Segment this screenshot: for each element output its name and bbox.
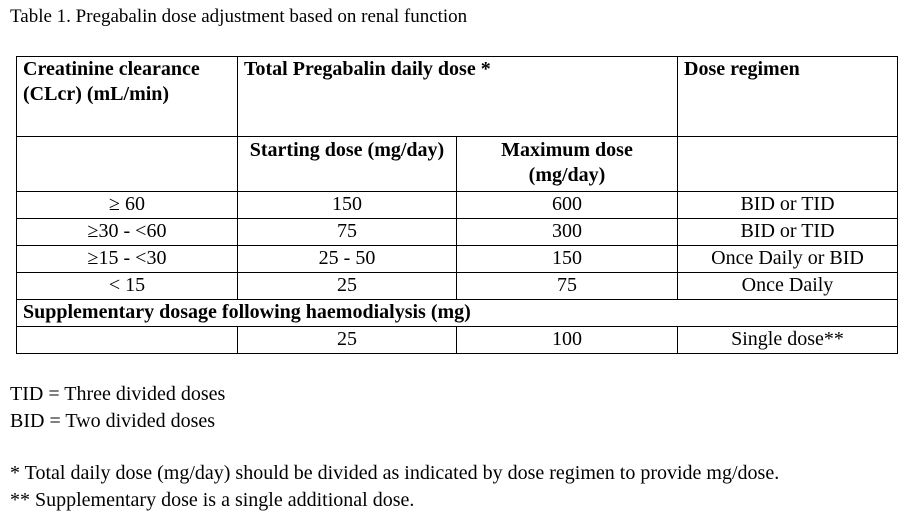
cell-regimen: BID or TID	[678, 219, 898, 246]
cell-regimen: BID or TID	[678, 192, 898, 219]
cell-maximum-dose: 600	[457, 192, 678, 219]
cell-regimen: Once Daily	[678, 273, 898, 300]
header-maximum-dose: Maximum dose (mg/day)	[457, 137, 678, 192]
table-row	[17, 219, 898, 246]
subheader-empty-cell	[17, 137, 238, 192]
header-clcr: Creatinine clearance (CLcr) (mL/min)	[17, 57, 238, 137]
cell-maximum-dose: 150	[457, 246, 678, 273]
table-caption: Table 1. Pregabalin dose adjustment based on renal function	[10, 6, 468, 27]
cell-clcr: ≥ 60	[17, 192, 238, 219]
footnotes	[10, 460, 779, 514]
table-row	[17, 327, 898, 354]
cell-starting-dose: 25	[238, 327, 457, 354]
table-row	[17, 273, 898, 300]
abbreviations-legend	[10, 381, 225, 435]
table-row	[17, 246, 898, 273]
cell-regimen: Single dose**	[678, 327, 898, 354]
cell-regimen: Once Daily or BID	[678, 246, 898, 273]
cell-clcr: ≥30 - <60	[17, 219, 238, 246]
cell-maximum-dose: 300	[457, 219, 678, 246]
cell-clcr	[17, 327, 238, 354]
cell-starting-dose: 25 - 50	[238, 246, 457, 273]
dose-adjustment-table	[16, 56, 898, 354]
abbreviation-tid: TID = Three divided doses	[10, 383, 226, 405]
header-dose-regimen: Dose regimen	[678, 57, 898, 137]
cell-clcr: < 15	[17, 273, 238, 300]
table-row	[17, 192, 898, 219]
footnote-total-daily-dose: * Total daily dose (mg/day) should be divided as indicated by dose regimen to provide mg/dose.	[10, 462, 780, 484]
supplementary-dosage-label: Supplementary dosage following haemodialysis (mg)	[17, 300, 898, 327]
footnote-supplementary-dose: ** Supplementary dose is a single additional dose.	[10, 489, 415, 511]
cell-maximum-dose: 75	[457, 273, 678, 300]
cell-starting-dose: 25	[238, 273, 457, 300]
abbreviation-bid: BID = Two divided doses	[10, 410, 216, 432]
cell-maximum-dose: 100	[457, 327, 678, 354]
cell-starting-dose: 75	[238, 219, 457, 246]
subheader-empty-cell	[678, 137, 898, 192]
header-starting-dose: Starting dose (mg/day)	[238, 137, 457, 192]
header-total-daily-dose: Total Pregabalin daily dose *	[238, 57, 678, 137]
cell-clcr: ≥15 - <30	[17, 246, 238, 273]
cell-starting-dose: 150	[238, 192, 457, 219]
subheader-row	[17, 137, 898, 192]
supplementary-header-row	[17, 300, 898, 327]
header-row	[17, 57, 898, 137]
